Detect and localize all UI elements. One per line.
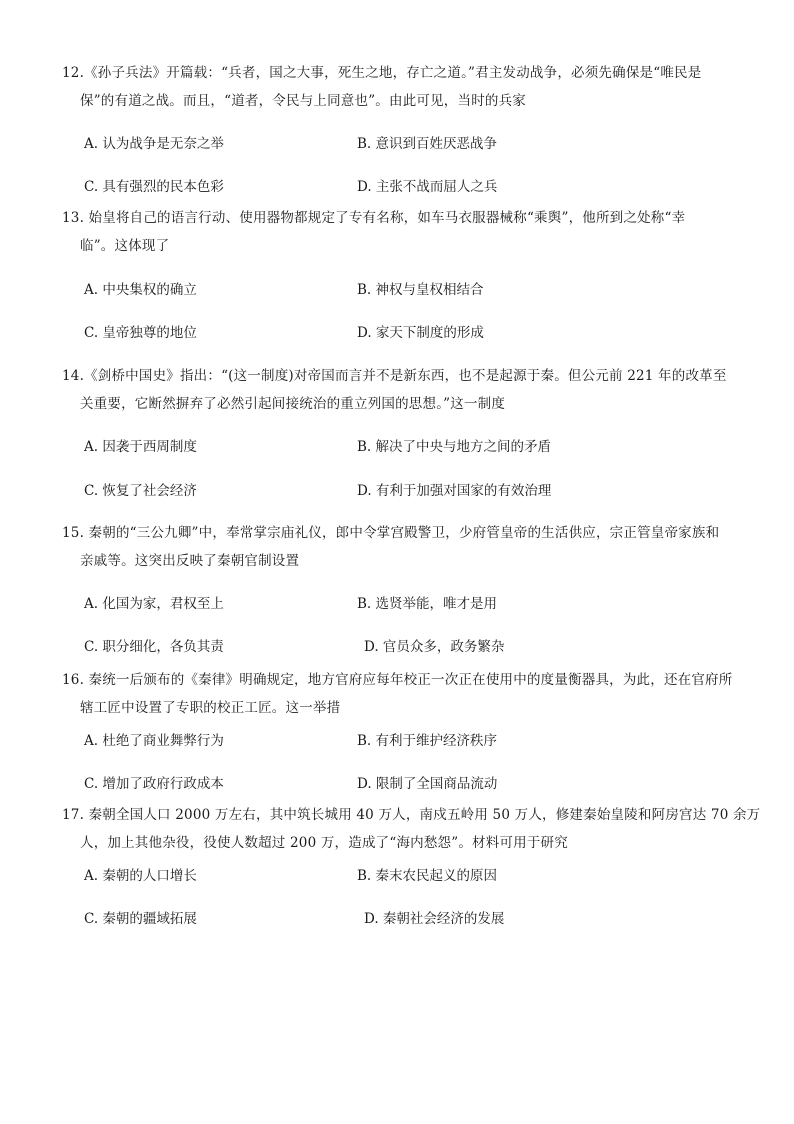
question-13-stem-line-1: 13. 始皇将自己的语言行动、使用器物都规定了专有名称，如车马衣服器械称“乘舆”，他所到之处称“幸 xyxy=(62,210,686,226)
question-13-option-c[interactable]: C. 皇帝独尊的地位 xyxy=(84,325,197,341)
question-14-option-b[interactable]: B. 解决了中央与地方之间的矛盾 xyxy=(357,439,552,455)
question-13-option-d[interactable]: D. 家天下制度的形成 xyxy=(357,325,484,341)
question-17-option-b[interactable]: B. 秦末农民起义的原因 xyxy=(357,868,498,884)
question-15-option-b[interactable]: B. 选贤举能，唯才是用 xyxy=(357,596,498,612)
question-12-stem-line-2: 保”的有道之战。而且，“道者，令民与上同意也”。由此可见，当时的兵家 xyxy=(80,93,527,109)
question-16-option-a[interactable]: A. 杜绝了商业舞弊行为 xyxy=(84,733,224,749)
question-15-option-c[interactable]: C. 职分细化，各负其责 xyxy=(84,639,224,655)
question-17-option-d[interactable]: D. 秦朝社会经济的发展 xyxy=(364,911,505,927)
question-14-option-a[interactable]: A. 因袭于西周制度 xyxy=(84,439,197,455)
question-13-option-a[interactable]: A. 中央集权的确立 xyxy=(84,282,197,298)
question-17-option-a[interactable]: A. 秦朝的人口增长 xyxy=(84,868,197,884)
question-13-option-b[interactable]: B. 神权与皇权相结合 xyxy=(357,282,484,298)
question-15-stem-line-2: 亲戚等。这突出反映了秦朝官制设置 xyxy=(80,553,300,569)
question-12-option-d[interactable]: D. 主张不战而屈人之兵 xyxy=(357,179,498,195)
question-17-option-c[interactable]: C. 秦朝的疆域拓展 xyxy=(84,911,197,927)
question-15-option-a[interactable]: A. 化国为家，君权至上 xyxy=(84,596,224,612)
question-15-stem-line-1: 15. 秦朝的“三公九卿”中，奉常掌宗庙礼仪，郎中令掌宫殿警卫，少府管皇帝的生活供应，宗正管皇帝家族和 xyxy=(62,525,720,541)
question-16-option-d[interactable]: D. 限制了全国商品流动 xyxy=(357,776,498,792)
question-12-stem-line-1: 12.《孙子兵法》开篇载：“兵者，国之大事，死生之地，存亡之道。”君主发动战争，必须先确保是“唯民是 xyxy=(62,65,702,81)
question-16-stem xyxy=(62,666,732,722)
question-14-stem xyxy=(62,362,732,418)
question-14-option-c[interactable]: C. 恢复了社会经济 xyxy=(84,483,197,499)
question-17-stem xyxy=(62,801,761,857)
question-17-stem-line-2: 人，加上其他杂役，役使人数超过 200 万，造成了“海内愁怨”。材料可用于研究 xyxy=(80,835,568,851)
question-15-stem xyxy=(62,519,732,575)
question-13-stem-line-2: 临”。这体现了 xyxy=(80,238,170,254)
question-12-stem xyxy=(62,59,732,115)
question-12-option-b[interactable]: B. 意识到百姓厌恶战争 xyxy=(357,136,498,152)
question-14-option-d[interactable]: D. 有利于加强对国家的有效治理 xyxy=(357,483,552,499)
question-14-stem-line-2: 关重要，它断然摒弃了必然引起间接统治的重立列国的思想。”这一制度 xyxy=(80,396,506,412)
question-12-option-c[interactable]: C. 具有强烈的民本色彩 xyxy=(84,179,224,195)
question-14-stem-line-1: 14.《剑桥中国史》指出：“(这一制度)对帝国而言并不是新东西，也不是起源于秦。但公元前 221 年的改革至 xyxy=(62,368,727,384)
question-13-stem xyxy=(62,204,732,260)
question-16-stem-line-2: 辖工匠中设置了专职的校正工匠。这一举措 xyxy=(80,700,341,716)
question-16-option-c[interactable]: C. 增加了政府行政成本 xyxy=(84,776,224,792)
question-12-option-a[interactable]: A. 认为战争是无奈之举 xyxy=(84,136,224,152)
question-17-stem-line-1: 17. 秦朝全国人口 2000 万左右，其中筑长城用 40 万人，南戍五岭用 50 万人，修建秦始皇陵和阿房宫达 70 余万 xyxy=(62,807,761,823)
question-15-option-d[interactable]: D. 官员众多，政务繁杂 xyxy=(364,639,505,655)
question-16-stem-line-1: 16. 秦统一后颁布的《秦律》明确规定，地方官府应每年校正一次正在使用中的度量衡器具，为此，还在官府所 xyxy=(62,672,733,688)
question-16-option-b[interactable]: B. 有利于维护经济秩序 xyxy=(357,733,498,749)
